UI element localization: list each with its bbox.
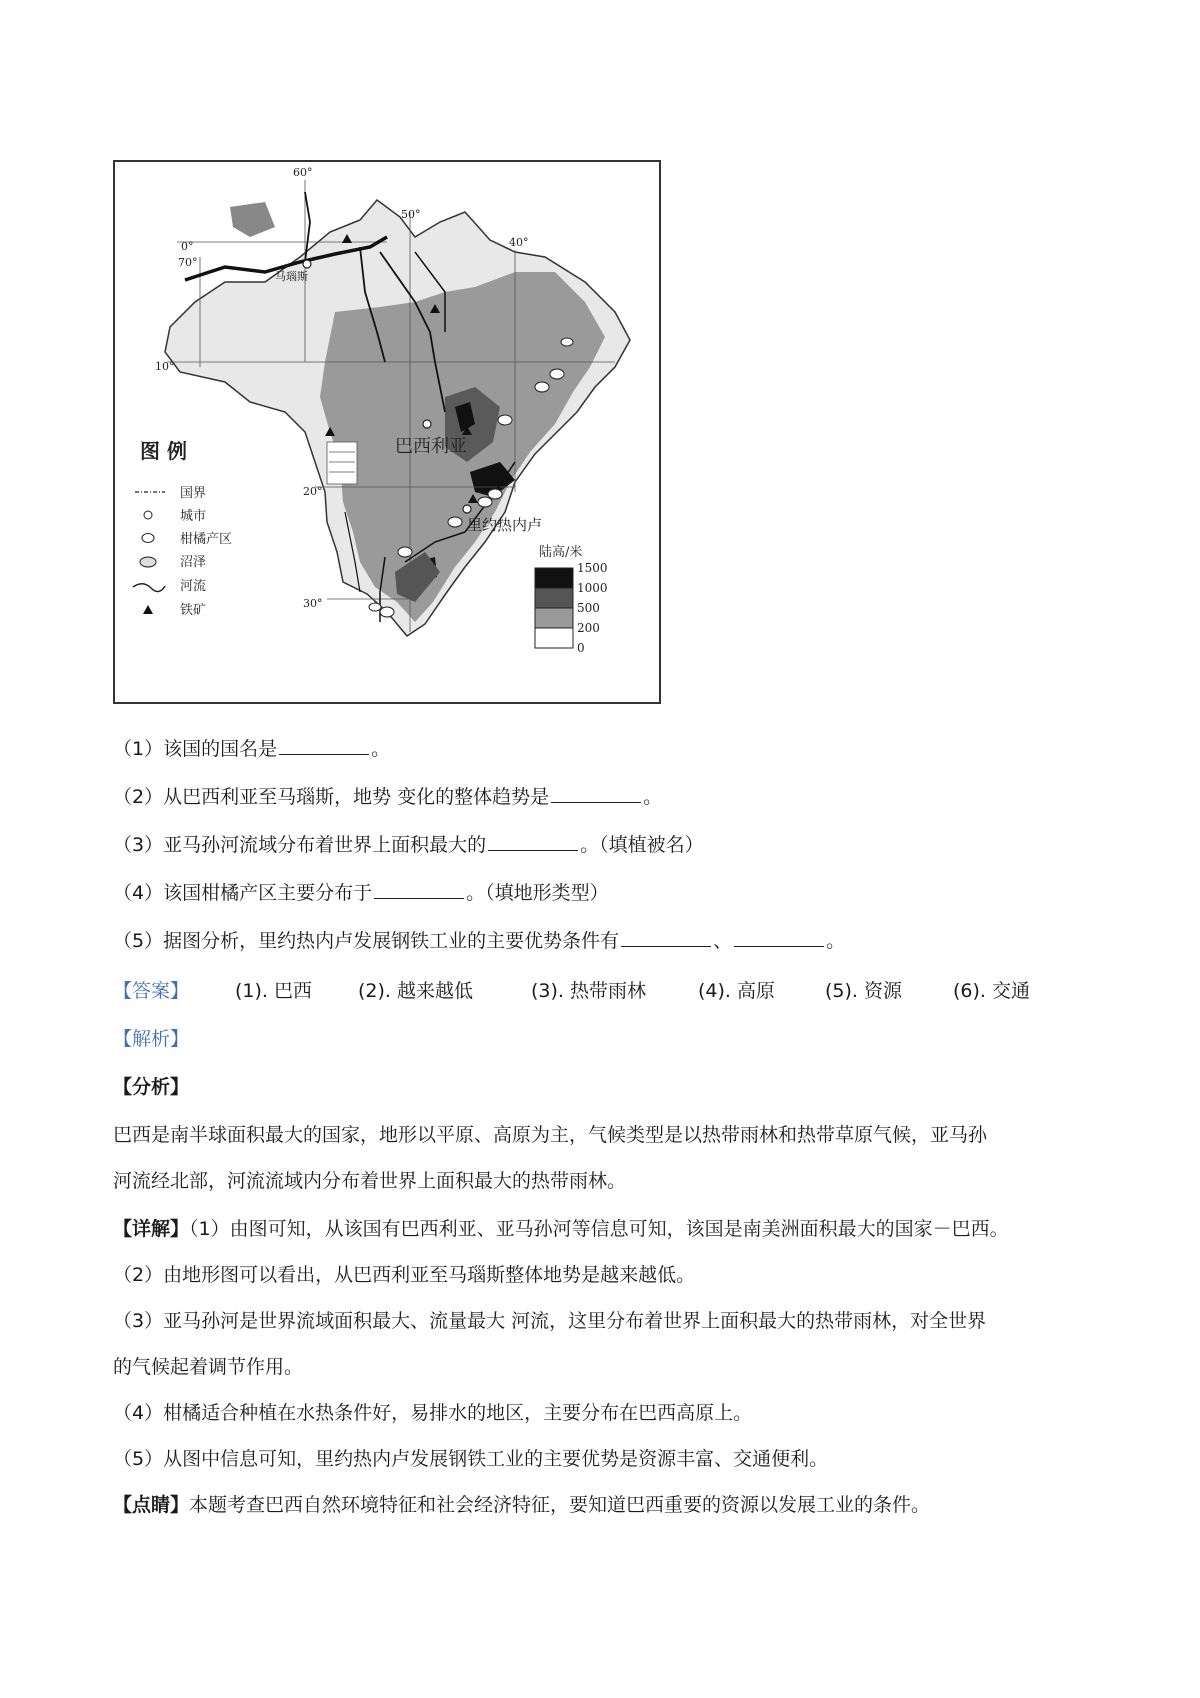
lon-40-label: 40° [509,236,529,249]
question-4: （4）该国柑橘产区主要分布于 。（填地形类型） [113,882,609,904]
lat-0-label: 0° [181,240,194,253]
river-symbol [133,584,165,592]
lon-50-label: 50° [401,208,421,221]
answer-item-3: (3). 热带雨林 [531,980,646,1002]
dianjing-label: 【点睛】 [113,1494,190,1516]
answer-blank [374,880,464,899]
swamp-area [327,442,357,484]
dianjing-text: 本题考查巴西自然环境特征和社会经济特征，要知道巴西重要的资源以发展工业的条件。 [189,1494,931,1516]
rio-label: 里约热内卢 [467,516,543,534]
xiangjie-line-1: （1）由图可知，从该国有巴西利亚、亚马孙河等信息可知，该国是南美洲面积最大的国家－巴西。 [189,1218,1009,1240]
elev-tick-1500: 1500 [577,561,608,575]
legend-swamp: 沼泽 [180,555,207,570]
elev-tick-1000: 1000 [577,581,608,595]
answer-item-5: (5). 资源 [825,980,902,1002]
legend-border: 国界 [180,486,207,501]
swamp-symbol [140,557,156,567]
xiangjie-line-3: （3）亚马孙河是世界流域面积最大、流量最大 河流，这里分布着世界上面积最大的热带雨林，对全世界 [113,1310,987,1332]
elev-tick-0: 0 [577,641,585,655]
answer-item-6: (6). 交通 [953,980,1030,1002]
xiangjie-label: 【详解】 [113,1218,190,1240]
city-symbol [144,511,152,519]
elevation-title: 陆高/米 [539,545,583,560]
answer-item-2: (2). 越来越低 [358,980,473,1002]
question-2: （2）从巴西利亚至马瑙斯，地势 变化的整体趋势是 。 [113,786,663,808]
legend-iron: 铁矿 [180,603,207,618]
xiangjie-line-5: （4）柑橘适合种植在水热条件好，易排水的地区，主要分布在巴西高原上。 [113,1402,753,1424]
xiangjie-line-4: 的气候起着调节作用。 [113,1356,304,1378]
legend-city: 城市 [180,509,207,524]
question-3: （3）亚马孙河流域分布着世界上面积最大的 。（填植被名） [113,834,704,856]
answer-label: 【答案】 [113,980,190,1002]
iron-symbol [143,605,153,614]
answer-item-4: (4). 高原 [698,980,775,1002]
lat-30-label: 30° [303,597,323,610]
elev-tick-500: 500 [577,601,600,615]
brazil-map-figure [113,160,661,704]
legend-title: 图 例 [140,439,187,463]
elev-tick-200: 200 [577,621,600,635]
citrus-symbol [142,534,154,543]
answer-blank [734,928,824,947]
fenxi-line-2: 河流经北部，河流流域内分布着世界上面积最大的热带雨林。 [113,1170,627,1192]
fenxi-line-1: 巴西是南半球面积最大的国家，地形以平原、高原为主，气候类型是以热带雨林和热带草原气候，亚马孙 [113,1124,988,1146]
analysis-label: 【解析】 [113,1028,190,1050]
map-legend [133,439,232,618]
brasilia-label: 巴西利亚 [395,436,467,457]
xiangjie-line-2: （2）由地形图可以看出，从巴西利亚至马瑙斯整体地势是越来越低。 [113,1264,696,1286]
xiangjie-paragraph [113,1215,1103,1537]
answer-blank [279,736,369,755]
xiangjie-line-6: （5）从图中信息可知，里约热内卢发展钢铁工业的主要优势是资源丰富、交通便利。 [113,1448,829,1470]
legend-river: 河流 [180,579,207,594]
lat-10-label: 10° [155,360,175,373]
answer-item-1: (1). 巴西 [235,980,312,1002]
answer-blank [621,928,711,947]
brazil-map [115,162,659,702]
elevation-legend [535,544,608,655]
fenxi-paragraph [113,1121,1103,1213]
lon-60-label: 60° [293,166,313,179]
lat-20-label: 20° [303,485,323,498]
fenxi-label: 【分析】 [113,1076,190,1098]
lon-70-label: 70° [178,256,198,269]
question-1: （1）该国的国名是 。 [113,738,391,760]
answer-blank [488,832,578,851]
manaus-label: 马瑙斯 [275,270,308,283]
legend-citrus: 柑橘产区 [180,532,233,547]
question-5: （5）据图分析，里约热内卢发展钢铁工业的主要优势条件有 、 。 [113,930,846,952]
answer-blank [551,784,641,803]
